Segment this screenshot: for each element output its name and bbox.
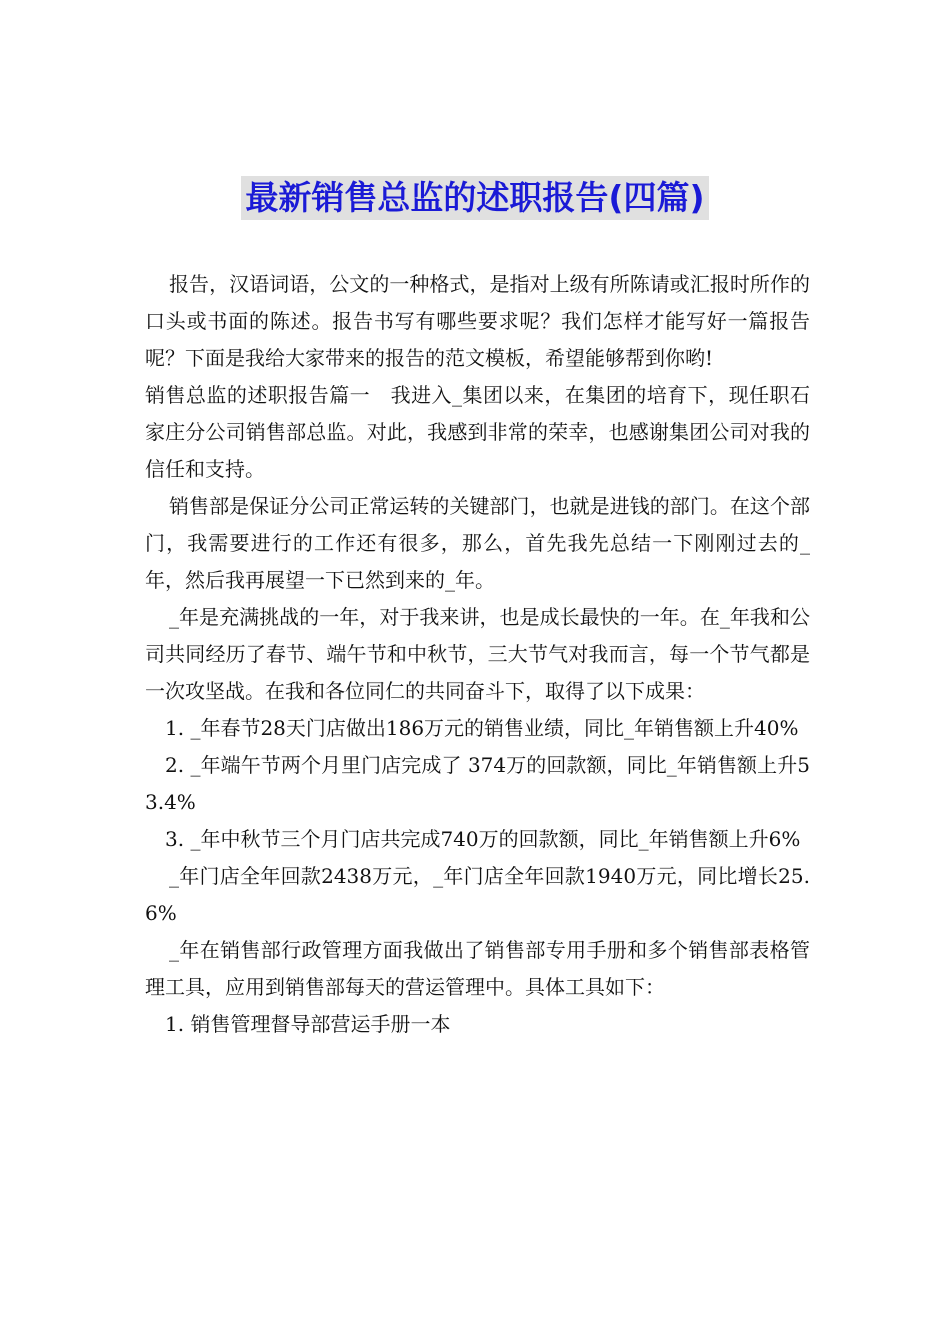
list-item-spring-festival: 1. _年春节28天门店做出186万元的销售业绩，同比_年销售额上升40% <box>165 716 799 740</box>
list-item-mid-autumn: 3. _年中秋节三个月门店共完成740万的回款额，同比_年销售额上升6% <box>165 827 801 851</box>
paragraph-intro: 报告，汉语词语，公文的一种格式，是指对上级有所陈请或汇报时所作的口头或书面的陈述。报告书写有哪些要求呢？我们怎样才能写好一篇报告呢？下面是我给大家带来的报告的范文模板，希望能够帮到你哟! <box>145 272 810 370</box>
paragraph-year-challenge: _年是充满挑战的一年，对于我来讲，也是成长最快的一年。在_年我和公司共同经历了春节、端午节和中秋节，三大节气对我而言，每一个节气都是一次攻坚战。在我和各位同仁的共同奋斗下，取得了以下成果： <box>145 605 810 703</box>
document-title: 最新销售总监的述职报告(四篇) <box>241 176 708 220</box>
paragraph-sales-dept: 销售部是保证分公司正常运转的关键部门，也就是进钱的部门。在这个部门，我需要进行的工作还有很多，那么，首先我先总结一下刚刚过去的_年，然后我再展望一下已然到来的_年。 <box>145 494 810 592</box>
paragraph-annual-collection: _年门店全年回款2438万元，_年门店全年回款1940万元，同比增长25.6% <box>145 864 810 925</box>
paragraph-admin-tools: _年在销售部行政管理方面我做出了销售部专用手册和多个销售部表格管理工具，应用到销售部每天的营运管理中。具体工具如下： <box>145 938 810 999</box>
list-item-dragon-boat: 2. _年端午节两个月里门店完成了 374万的回款额，同比_年销售额上升53.4% <box>145 753 810 814</box>
document-body <box>145 266 810 1043</box>
paragraph-section-one: 销售总监的述职报告篇一 我进入_集团以来，在集团的培育下，现任职石家庄分公司销售部总监。对此，我感到非常的荣幸，也感谢集团公司对我的信任和支持。 <box>145 383 810 481</box>
list-item-manual: 1. 销售管理督导部营运手册一本 <box>165 1012 451 1036</box>
title-container <box>0 176 950 220</box>
